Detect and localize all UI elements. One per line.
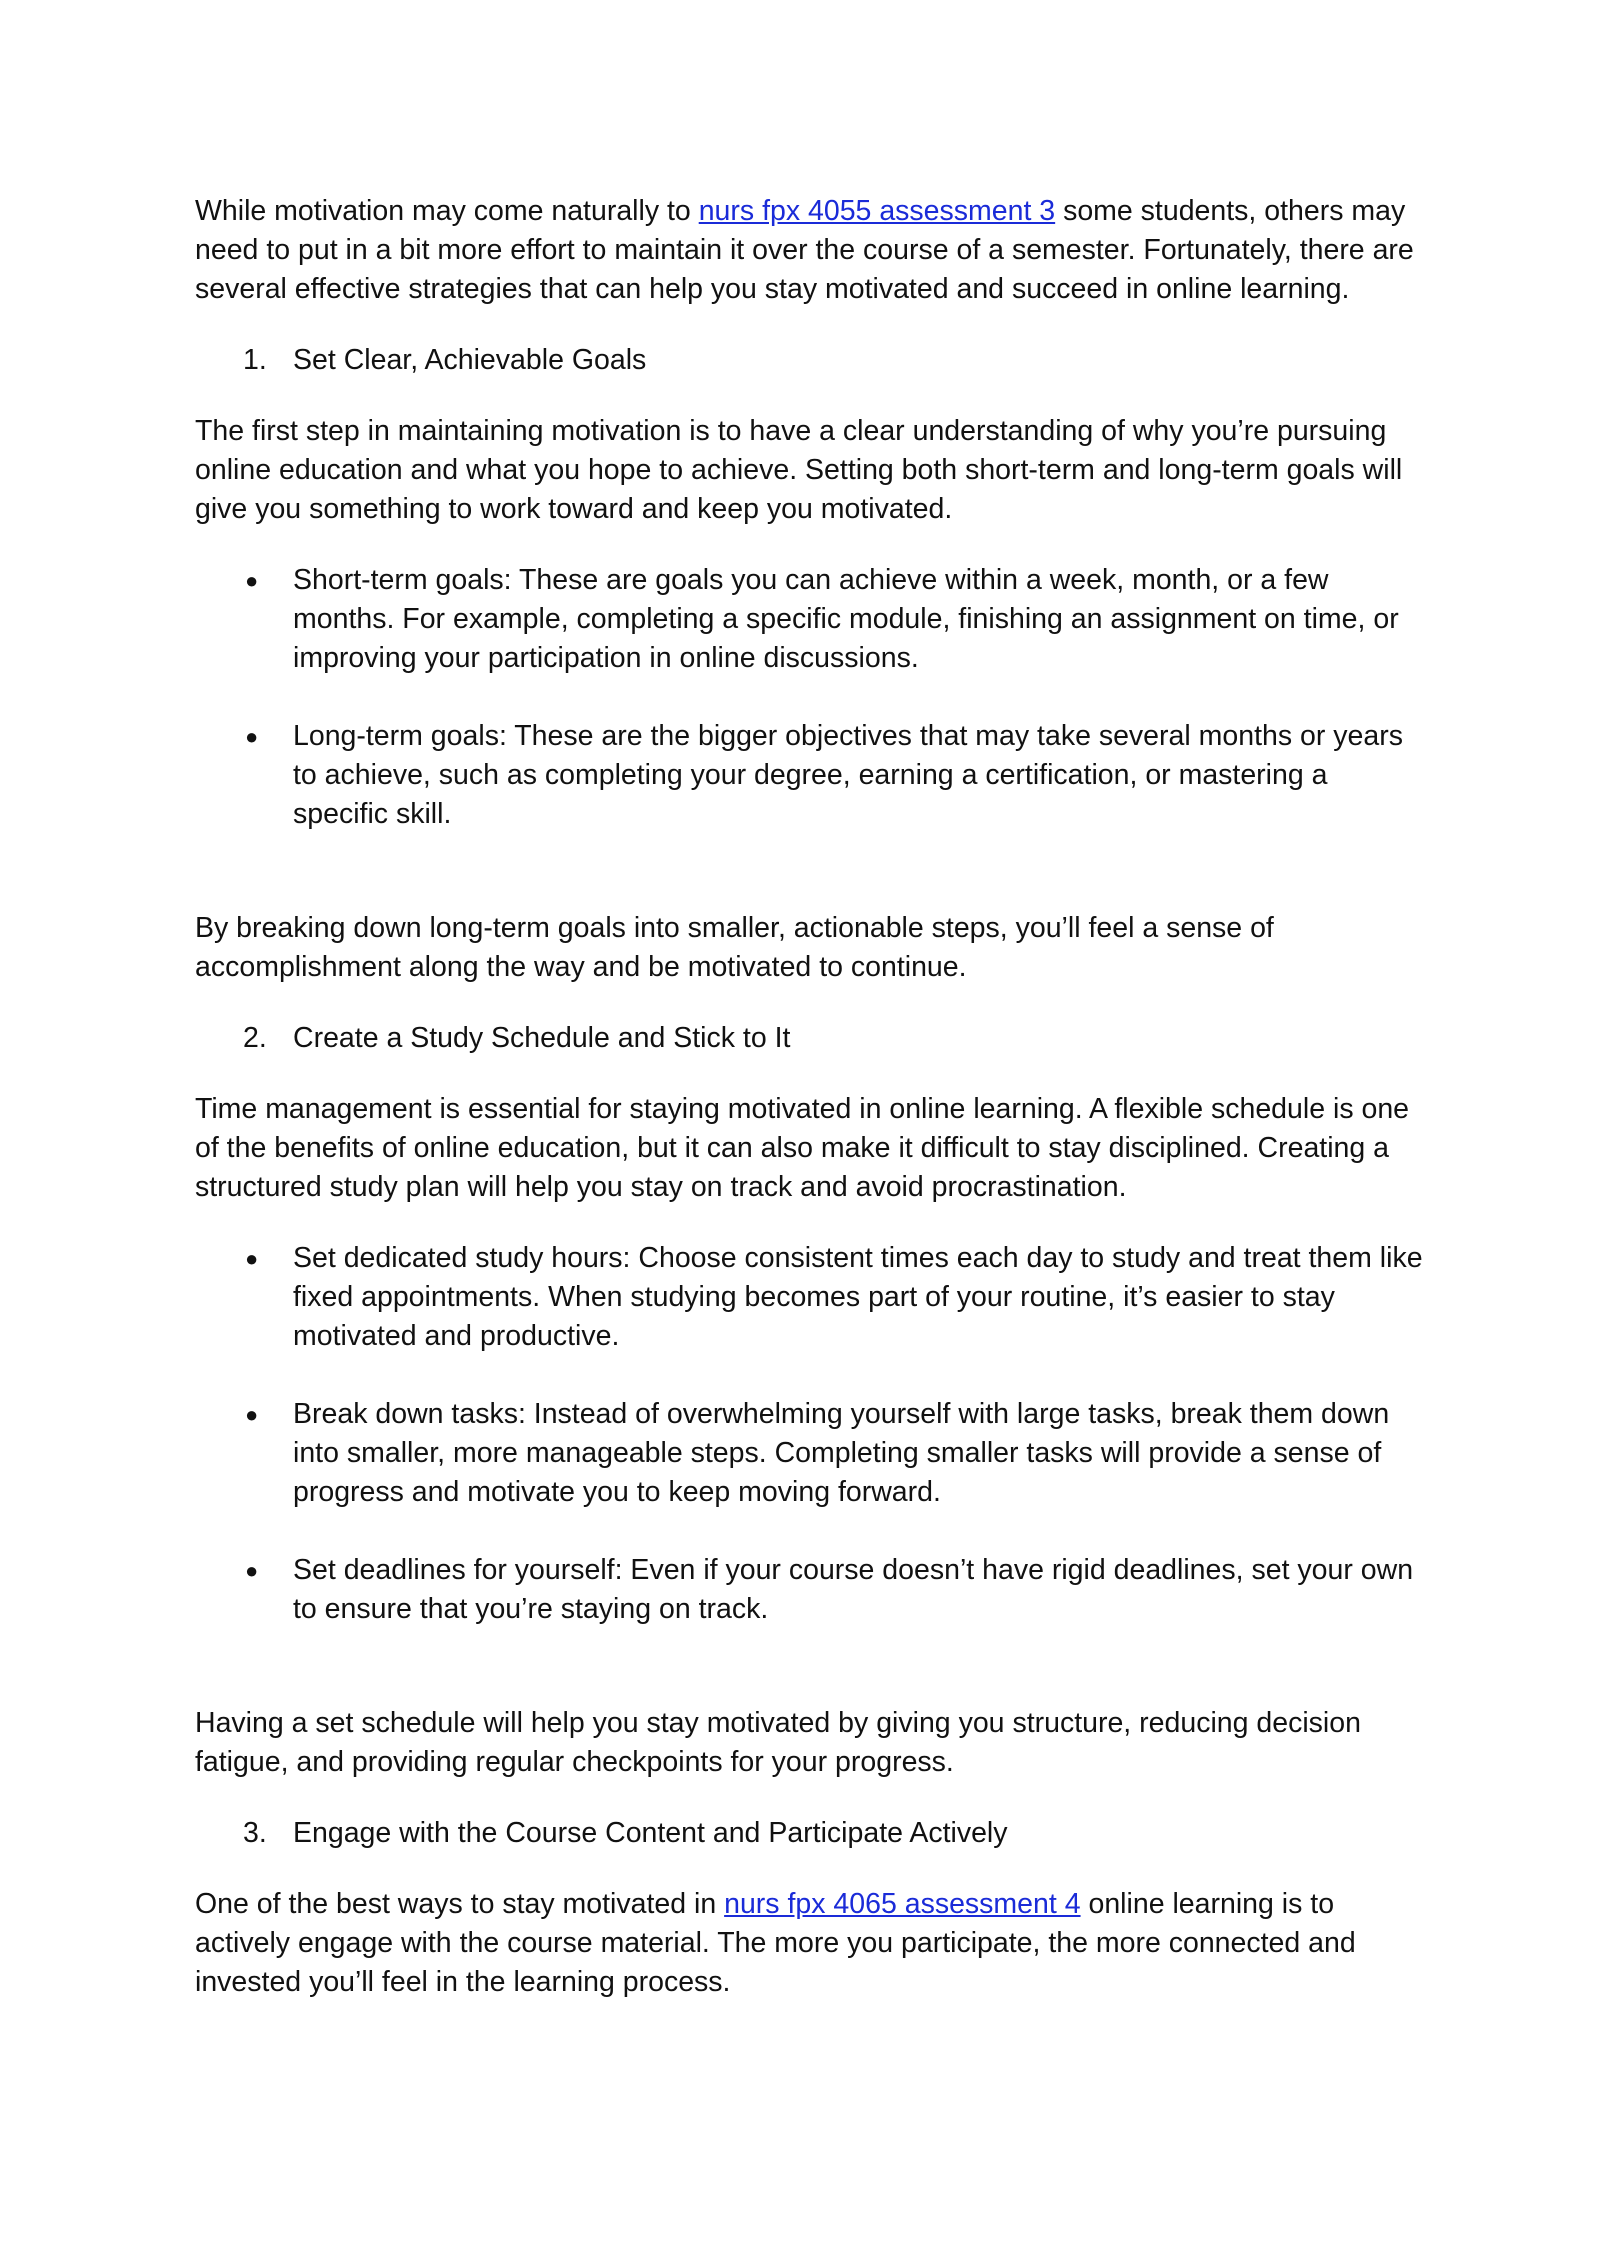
list-item	[195, 1395, 1430, 1512]
list-item-text: Set dedicated study hours: Choose consistent times each day to study and treat them like fixed appointments. When studying becomes part of your routine, it’s easier to stay motivated and productive.	[293, 1242, 1423, 1352]
intro-text-start: While motivation may come naturally to	[195, 195, 699, 227]
list-item-text: Break down tasks: Instead of overwhelming yourself with large tasks, break them down into smaller, more manageable steps. Completing smaller tasks will provide a sense of progress and motivate you to keep moving forward.	[293, 1398, 1390, 1508]
list-item-text: Long-term goals: These are the bigger objectives that may take several months or years to achieve, such as completing your degree, earning a certification, or mastering a specific skill.	[293, 720, 1403, 830]
list-item-text: Set deadlines for yourself: Even if your course doesn’t have rigid deadlines, set your own to ensure that you’re staying on track.	[293, 1554, 1414, 1625]
schedule-summary-paragraph: Having a set schedule will help you stay motivated by giving you structure, reducing decision fatigue, and providing regular checkpoints for your progress.	[195, 1707, 1361, 1778]
list-item	[195, 1239, 1430, 1356]
list-item	[195, 561, 1430, 678]
bullet-icon: ●	[245, 724, 259, 749]
list-item-text: Short-term goals: These are goals you can achieve within a week, month, or a few months. For example, completing a specific module, finishing an assignment on time, or improving your participation in online discussions.	[293, 564, 1399, 674]
heading-engage-course-content	[195, 1814, 1430, 1853]
list-item	[195, 1551, 1430, 1629]
heading-number: 1.	[243, 344, 267, 376]
spacer	[195, 1668, 1430, 1704]
list-item	[195, 717, 1430, 834]
goals-bullet-list	[195, 561, 1430, 834]
heading-set-clear-goals	[195, 341, 1430, 380]
bullet-icon: ●	[245, 568, 259, 593]
heading-text: Set Clear, Achievable Goals	[293, 344, 647, 376]
intro-text-end: some students, others may need to put in a bit more effort to maintain it over the course of a semester. Fortunately, there are several effective strategies that can help you stay motivated and succeed in online learning.	[195, 195, 1414, 305]
bullet-icon: ●	[245, 1246, 259, 1271]
goals-paragraph: The first step in maintaining motivation is to have a clear understanding of why you’re pursuing online education and what you hope to achieve. Setting both short-term and long-term goals will give you something to work toward and keep you motivated.	[195, 415, 1403, 525]
spacer	[195, 873, 1430, 909]
link-nurs-fpx-4055-assessment-3[interactable]: nurs fpx 4055 assessment 3	[698, 195, 1056, 227]
heading-text: Create a Study Schedule and Stick to It	[293, 1022, 791, 1054]
time-management-paragraph: Time management is essential for staying motivated in online learning. A flexible schedule is one of the benefits of online education, but it can also make it difficult to stay disciplined. Creating a structured study plan will help you stay on track and avoid procrastination.	[195, 1093, 1410, 1203]
breaking-down-paragraph: By breaking down long-term goals into smaller, actionable steps, you’ll feel a sense of accomplishment along the way and be motivated to continue.	[195, 912, 1274, 983]
heading-text: Engage with the Course Content and Participate Actively	[293, 1817, 1008, 1849]
bullet-icon: ●	[245, 1558, 259, 1583]
document-page	[195, 192, 1430, 2034]
engage-text-start: One of the best ways to stay motivated in	[195, 1888, 725, 1920]
heading-study-schedule	[195, 1019, 1430, 1058]
intro-paragraph	[195, 192, 1430, 309]
bullet-icon: ●	[245, 1402, 259, 1427]
link-nurs-fpx-4065-assessment-4[interactable]: nurs fpx 4065 assessment 4	[724, 1888, 1081, 1920]
heading-number: 2.	[243, 1022, 267, 1054]
engage-paragraph	[195, 1885, 1430, 2002]
heading-number: 3.	[243, 1817, 267, 1849]
schedule-bullet-list	[195, 1239, 1430, 1629]
engage-text-end: online learning is to actively engage with the course material. The more you participate, the more connected and invested you’ll feel in the learning process.	[195, 1888, 1356, 1998]
